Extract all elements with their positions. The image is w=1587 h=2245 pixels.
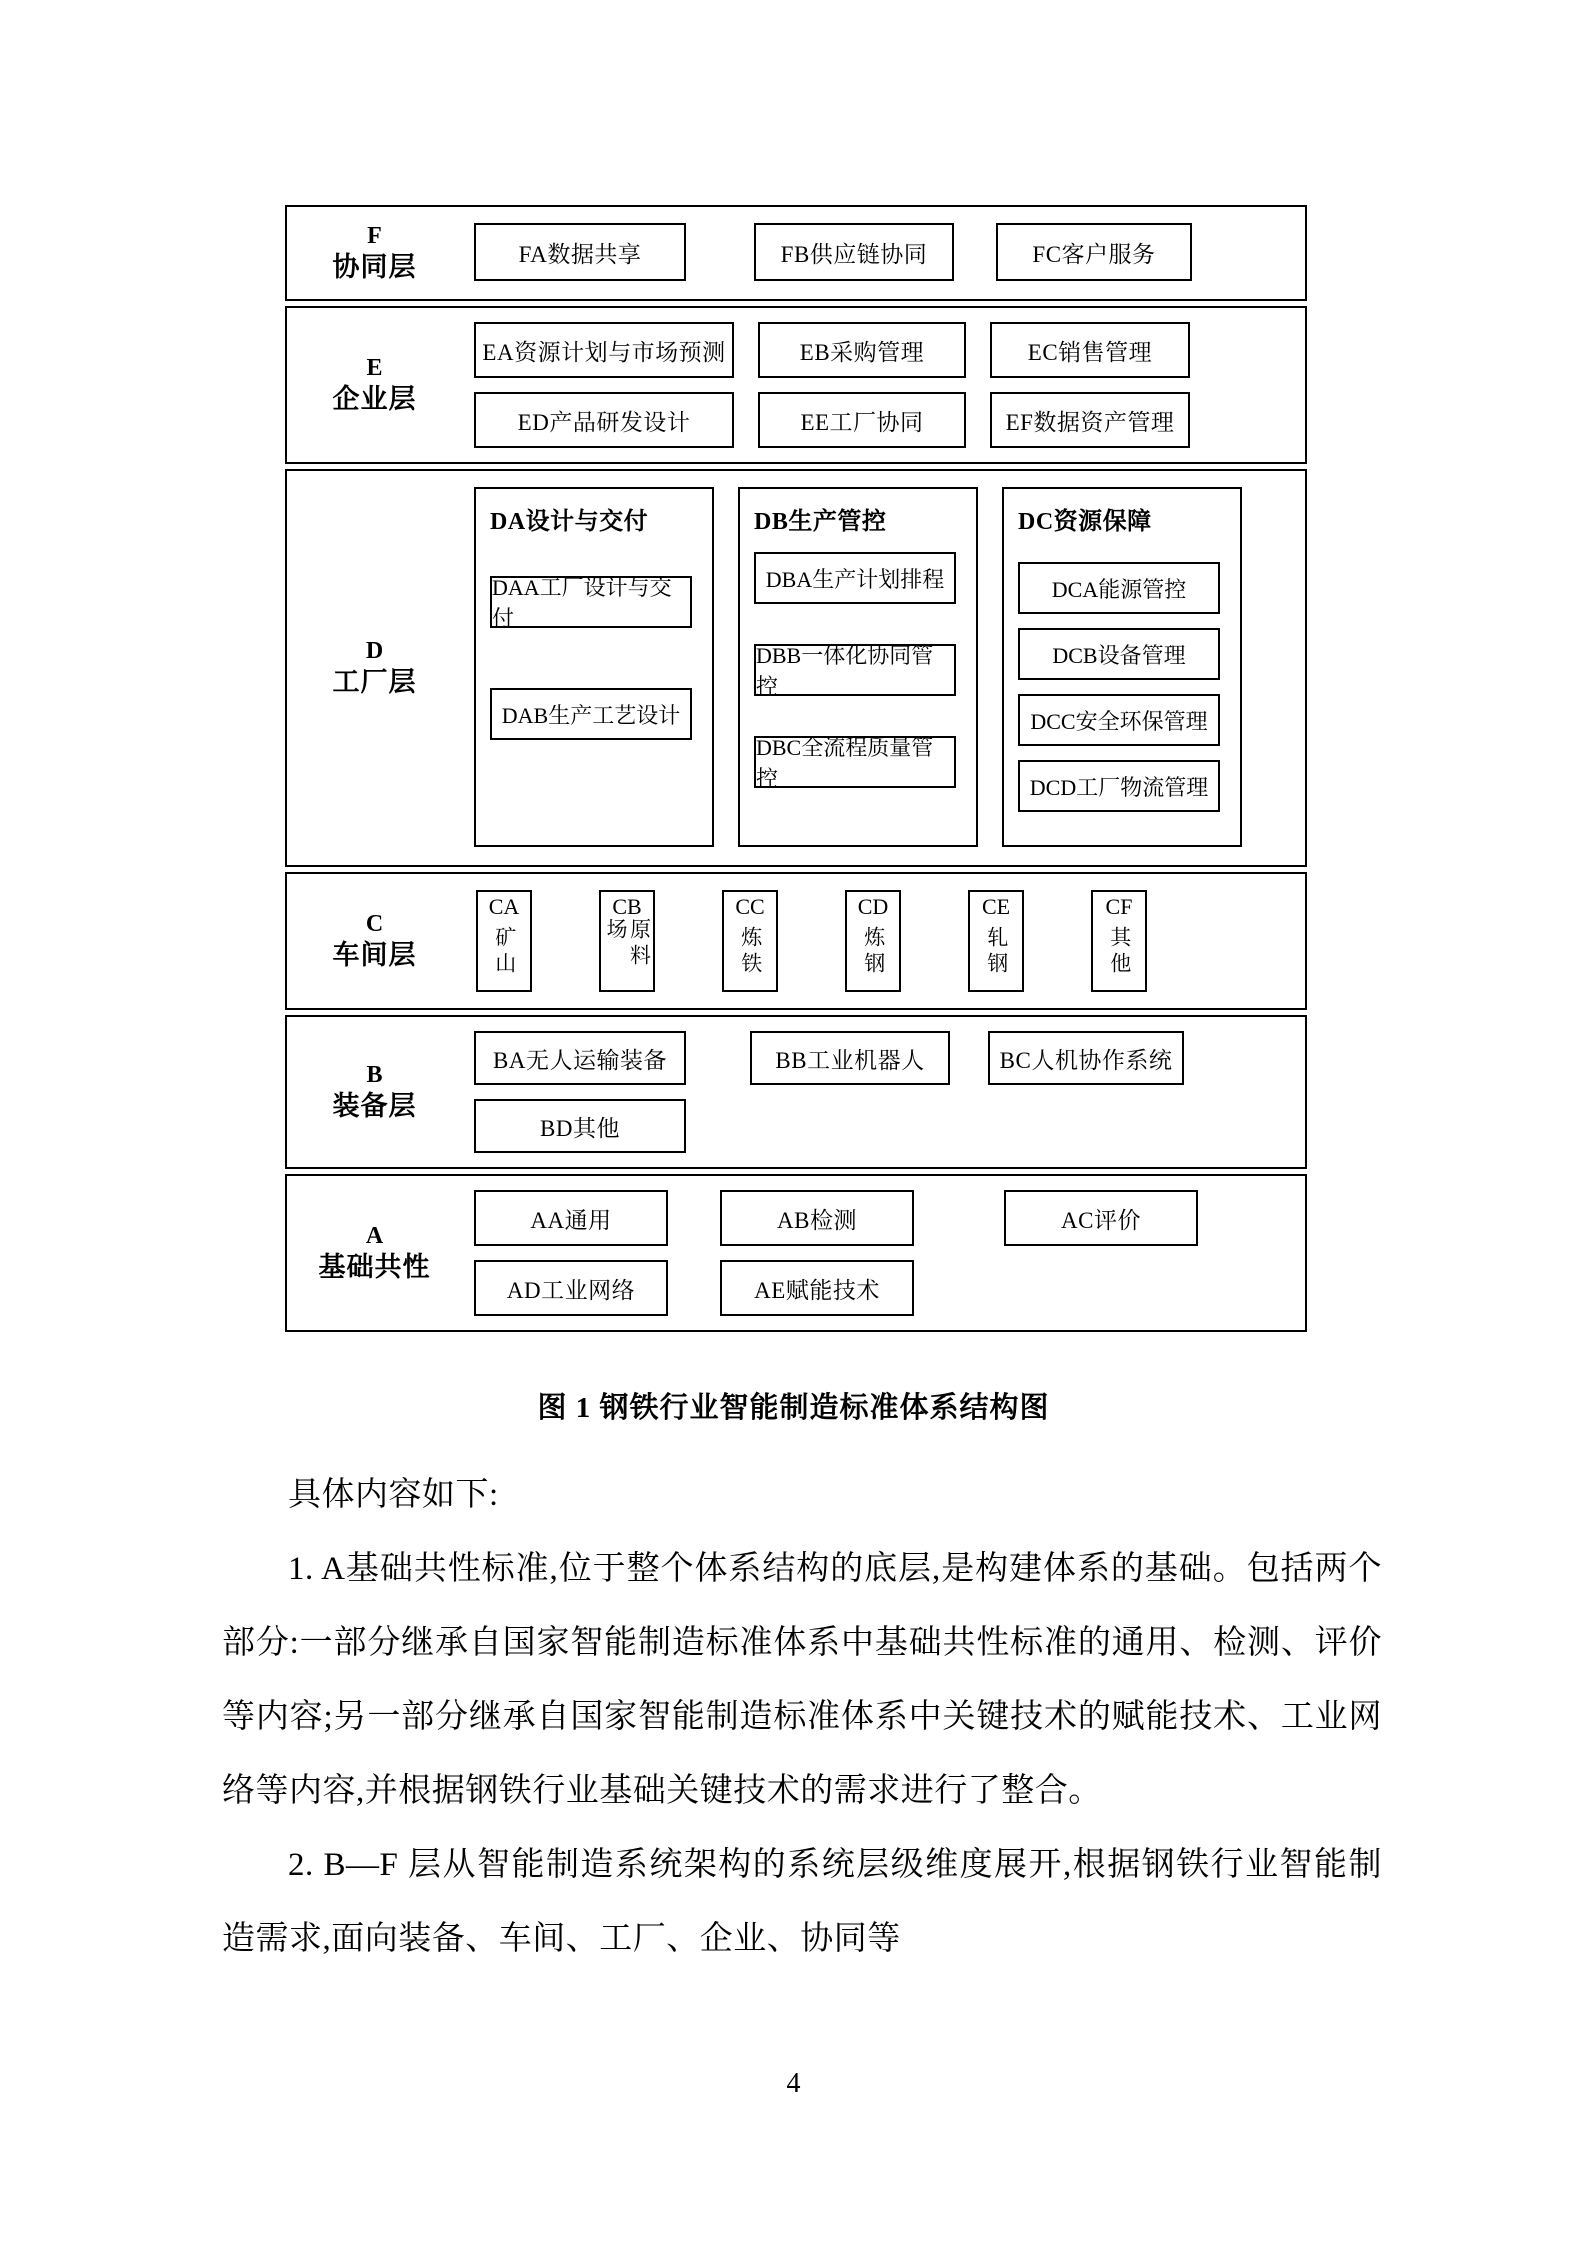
layer-d-row <box>462 487 1305 847</box>
node-ec[interactable]: EC销售管理 <box>990 322 1190 378</box>
figure-standards-architecture <box>285 205 1307 1337</box>
node-dba[interactable]: DBA生产计划排程 <box>754 552 956 604</box>
node-bb[interactable]: BB工业机器人 <box>750 1031 950 1085</box>
group-dc <box>1002 487 1242 847</box>
group-da <box>474 487 714 847</box>
layer-b-row-2 <box>462 1099 1305 1153</box>
layer-a-row-1 <box>462 1190 1305 1246</box>
layer-f-row-1 <box>462 223 1305 281</box>
node-cf-name: 其他 <box>1107 926 1132 978</box>
layer-e-name: 企业层 <box>332 384 417 415</box>
node-ba[interactable]: BA无人运输装备 <box>474 1031 686 1085</box>
node-ce[interactable] <box>968 890 1024 992</box>
layer-b-name: 装备层 <box>332 1091 417 1122</box>
group-db <box>738 487 978 847</box>
layer-c-body <box>462 874 1305 1008</box>
layer-b-body <box>462 1017 1305 1167</box>
layer-f-code: F <box>367 222 382 249</box>
node-bc[interactable]: BC人机协作系统 <box>988 1031 1184 1085</box>
layer-d-body <box>462 471 1305 865</box>
node-cb-code: CB <box>612 894 642 919</box>
node-ad[interactable]: AD工业网络 <box>474 1260 668 1316</box>
layer-f-label <box>287 222 462 284</box>
layer-e-row-2 <box>462 392 1305 448</box>
node-dab[interactable]: DAB生产工艺设计 <box>490 688 692 740</box>
layer-a-label <box>287 1222 462 1284</box>
node-cd[interactable] <box>845 890 901 992</box>
layer-d-code: D <box>365 637 384 664</box>
node-dca[interactable]: DCA能源管控 <box>1018 562 1220 614</box>
paragraph-2: 2. B—F 层从智能制造系统架构的系统层级维度展开,根据钢铁行业智能制造需求,面向装备、车间、工厂、企业、协同等 <box>222 1847 1382 1957</box>
layer-e-label <box>287 354 462 416</box>
layer-a <box>285 1174 1307 1332</box>
node-cc[interactable] <box>722 890 778 992</box>
node-ae[interactable]: AE赋能技术 <box>720 1260 914 1316</box>
body-text <box>222 1458 1382 1976</box>
node-cd-name: 炼钢 <box>861 926 886 978</box>
layer-c-label <box>287 910 462 972</box>
node-ca-name: 矿山 <box>492 926 517 978</box>
node-daa[interactable]: DAA工厂设计与交付 <box>490 576 692 628</box>
layer-e-body <box>462 308 1305 462</box>
layer-e <box>285 306 1307 464</box>
layer-f <box>285 205 1307 301</box>
node-eb[interactable]: EB采购管理 <box>758 322 966 378</box>
node-cf-code: CF <box>1105 894 1133 919</box>
node-cf[interactable] <box>1091 890 1147 992</box>
node-fa[interactable]: FA数据共享 <box>474 223 686 281</box>
node-ea[interactable]: EA资源计划与市场预测 <box>474 322 734 378</box>
node-dcd[interactable]: DCD工厂物流管理 <box>1018 760 1220 812</box>
paragraph-intro: 具体内容如下: <box>288 1477 499 1513</box>
group-dc-title: DC资源保障 <box>1018 509 1152 535</box>
node-cb[interactable] <box>599 890 655 992</box>
paragraph-1: 1. A基础共性标准,位于整个体系结构的底层,是构建体系的基础。包括两个部分:一部分继承自国家智能制造标准体系中基础共性标准的通用、检测、评价等内容;另一部分继承自国家智能制造标准体系中关键技术的赋能技术、工业网络等内容,并根据钢铁行业基础关键技术的需求进行了整合。 <box>222 1551 1382 1809</box>
node-bd[interactable]: BD其他 <box>474 1099 686 1153</box>
node-ee[interactable]: EE工厂协同 <box>758 392 966 448</box>
layer-a-body <box>462 1176 1305 1330</box>
layer-b-row-1 <box>462 1031 1305 1085</box>
node-dcb[interactable]: DCB设备管理 <box>1018 628 1220 680</box>
node-fb[interactable]: FB供应链协同 <box>754 223 954 281</box>
layer-c-row <box>462 890 1305 992</box>
node-ed[interactable]: ED产品研发设计 <box>474 392 734 448</box>
layer-a-code: A <box>365 1222 384 1249</box>
layer-b-code: B <box>366 1061 383 1088</box>
layer-f-body <box>462 207 1305 299</box>
layer-e-row-1 <box>462 322 1305 378</box>
node-ce-code: CE <box>981 894 1011 919</box>
group-db-title: DB生产管控 <box>754 509 887 535</box>
node-fc[interactable]: FC客户服务 <box>996 223 1192 281</box>
node-dcc[interactable]: DCC安全环保管理 <box>1018 694 1220 746</box>
node-ca-code: CA <box>488 894 520 919</box>
group-da-title: DA设计与交付 <box>490 509 649 535</box>
layer-d-name: 工厂层 <box>332 667 417 698</box>
page-number: 4 <box>786 2068 801 2099</box>
node-cb-name: 原料场 <box>604 918 652 970</box>
layer-a-row-2 <box>462 1260 1305 1316</box>
layer-b-label <box>287 1061 462 1123</box>
layer-f-name: 协同层 <box>332 252 417 283</box>
layer-c-name: 车间层 <box>332 940 417 971</box>
node-ab[interactable]: AB检测 <box>720 1190 914 1246</box>
node-cc-code: CC <box>735 894 765 919</box>
layer-d <box>285 469 1307 867</box>
node-ac[interactable]: AC评价 <box>1004 1190 1198 1246</box>
node-cd-code: CD <box>857 894 889 919</box>
node-aa[interactable]: AA通用 <box>474 1190 668 1246</box>
figure-caption: 图 1 钢铁行业智能制造标准体系结构图 <box>537 1392 1050 1424</box>
node-cc-name: 炼铁 <box>738 926 763 978</box>
node-ce-name: 轧钢 <box>984 926 1009 978</box>
layer-c <box>285 872 1307 1010</box>
node-dbc[interactable]: DBC全流程质量管控 <box>754 736 956 788</box>
layer-b <box>285 1015 1307 1169</box>
layer-a-name: 基础共性 <box>318 1252 431 1283</box>
layer-d-label <box>287 637 462 699</box>
node-dbb[interactable]: DBB一体化协同管控 <box>754 644 956 696</box>
node-ef[interactable]: EF数据资产管理 <box>990 392 1190 448</box>
layer-c-code: C <box>365 910 384 937</box>
node-ca[interactable] <box>476 890 532 992</box>
layer-e-code: E <box>366 354 383 381</box>
